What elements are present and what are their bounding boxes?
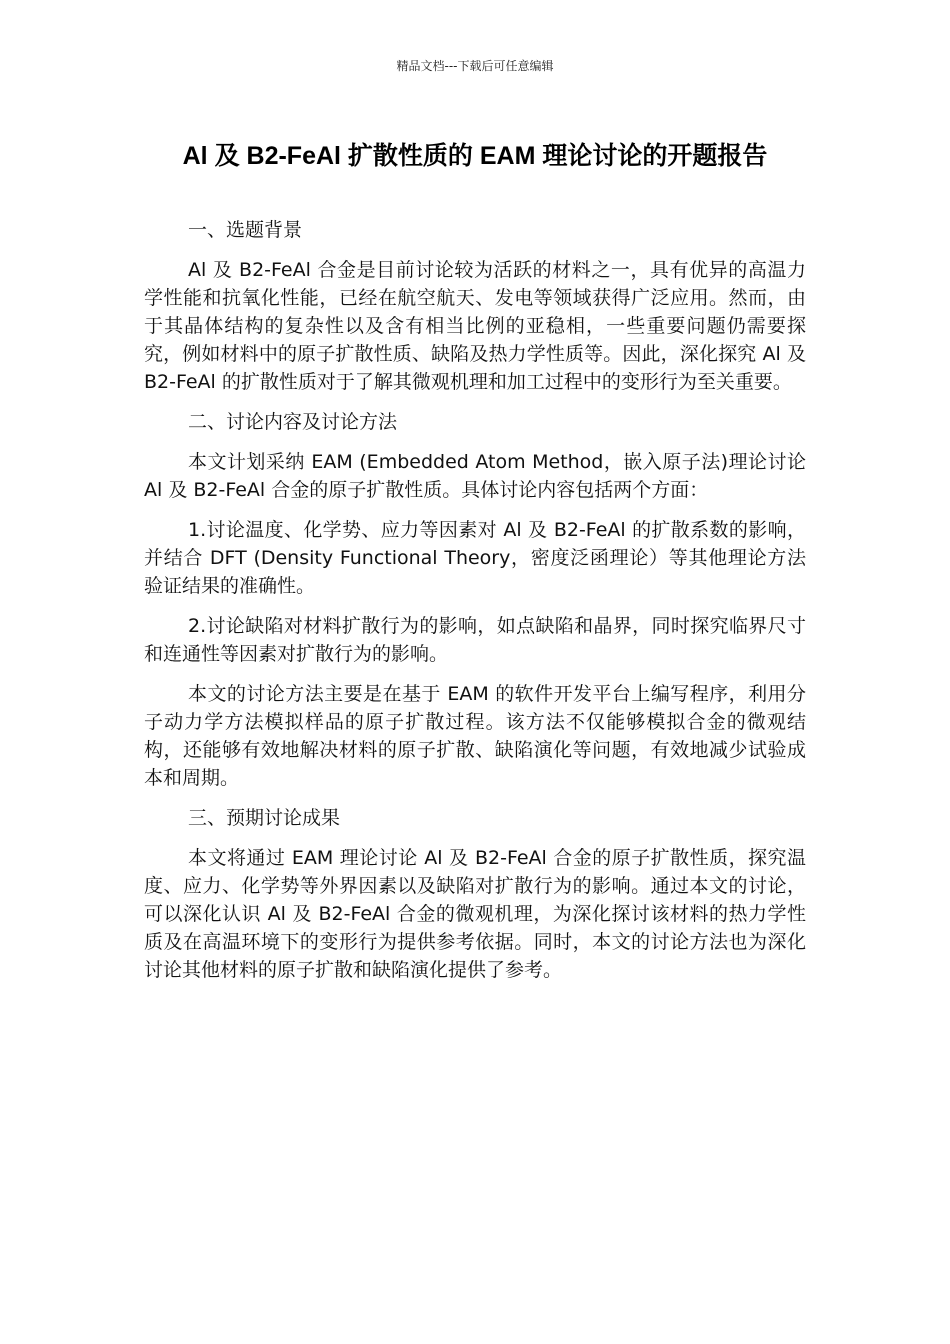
- document-title: Al 及 B2-FeAl 扩散性质的 EAM 理论讨论的开题报告: [182, 142, 768, 170]
- header-note: 精品文档---下载后可任意编辑: [396, 59, 554, 73]
- paragraph: 本文的讨论方法主要是在基于 EAM 的软件开发平台上编写程序，利用分子动力学方法模拟样品的原子扩散过程。该方法不仅能够模拟合金的微观结构，还能够有效地解决材料的原子扩散、缺陷演化等问题，有效地减少试验成本和周期。: [144, 683, 806, 789]
- section-content-methods: [144, 408, 806, 792]
- paragraph: Al 及 B2-FeAl 合金是目前讨论较为活跃的材料之一，具有优异的高温力学性能和抗氧化性能，已经在航空航天、发电等领域获得广泛应用。然而，由于其晶体结构的复杂性以及含有相当比例的亚稳相，一些重要问题仍需要探究，例如材料中的原子扩散性质、缺陷及热力学性质等。因此，深化探究 Al 及 B2-FeAl 的扩散性质对于了解其微观机理和加工过程中的变形行为至关重要。: [144, 259, 806, 393]
- section-expected-results: [144, 804, 806, 984]
- list-item-paragraph: 2.讨论缺陷对材料扩散行为的影响，如点缺陷和晶界，同时探究临界尺寸和连通性等因素对扩散行为的影响。: [144, 615, 806, 665]
- section-heading: 一、选题背景: [188, 219, 303, 241]
- list-item-paragraph: 1.讨论温度、化学势、应力等因素对 Al 及 B2-FeAl 的扩散系数的影响，并结合 DFT (Density Functional Theory，密度泛函理论）等其他理论方法验证结果的准确性。: [144, 519, 806, 597]
- paragraph: 本文将通过 EAM 理论讨论 Al 及 B2-FeAl 合金的原子扩散性质，探究温度、应力、化学势等外界因素以及缺陷对扩散行为的影响。通过本文的讨论，可以深化认识 Al 及 B2-FeAl 合金的微观机理，为深化探讨该材料的热力学性质及在高温环境下的变形行为提供参考依据。同时，本文的讨论方法也为深化讨论其他材料的原子扩散和缺陷演化提供了参考。: [144, 847, 806, 981]
- paragraph: 本文计划采纳 EAM (Embedded Atom Method，嵌入原子法)理论讨论 Al 及 B2-FeAl 合金的原子扩散性质。具体讨论内容包括两个方面：: [144, 451, 806, 501]
- section-heading: 三、预期讨论成果: [188, 807, 341, 829]
- section-background: [144, 216, 806, 396]
- section-heading: 二、讨论内容及讨论方法: [188, 411, 398, 433]
- document-body: [144, 216, 806, 996]
